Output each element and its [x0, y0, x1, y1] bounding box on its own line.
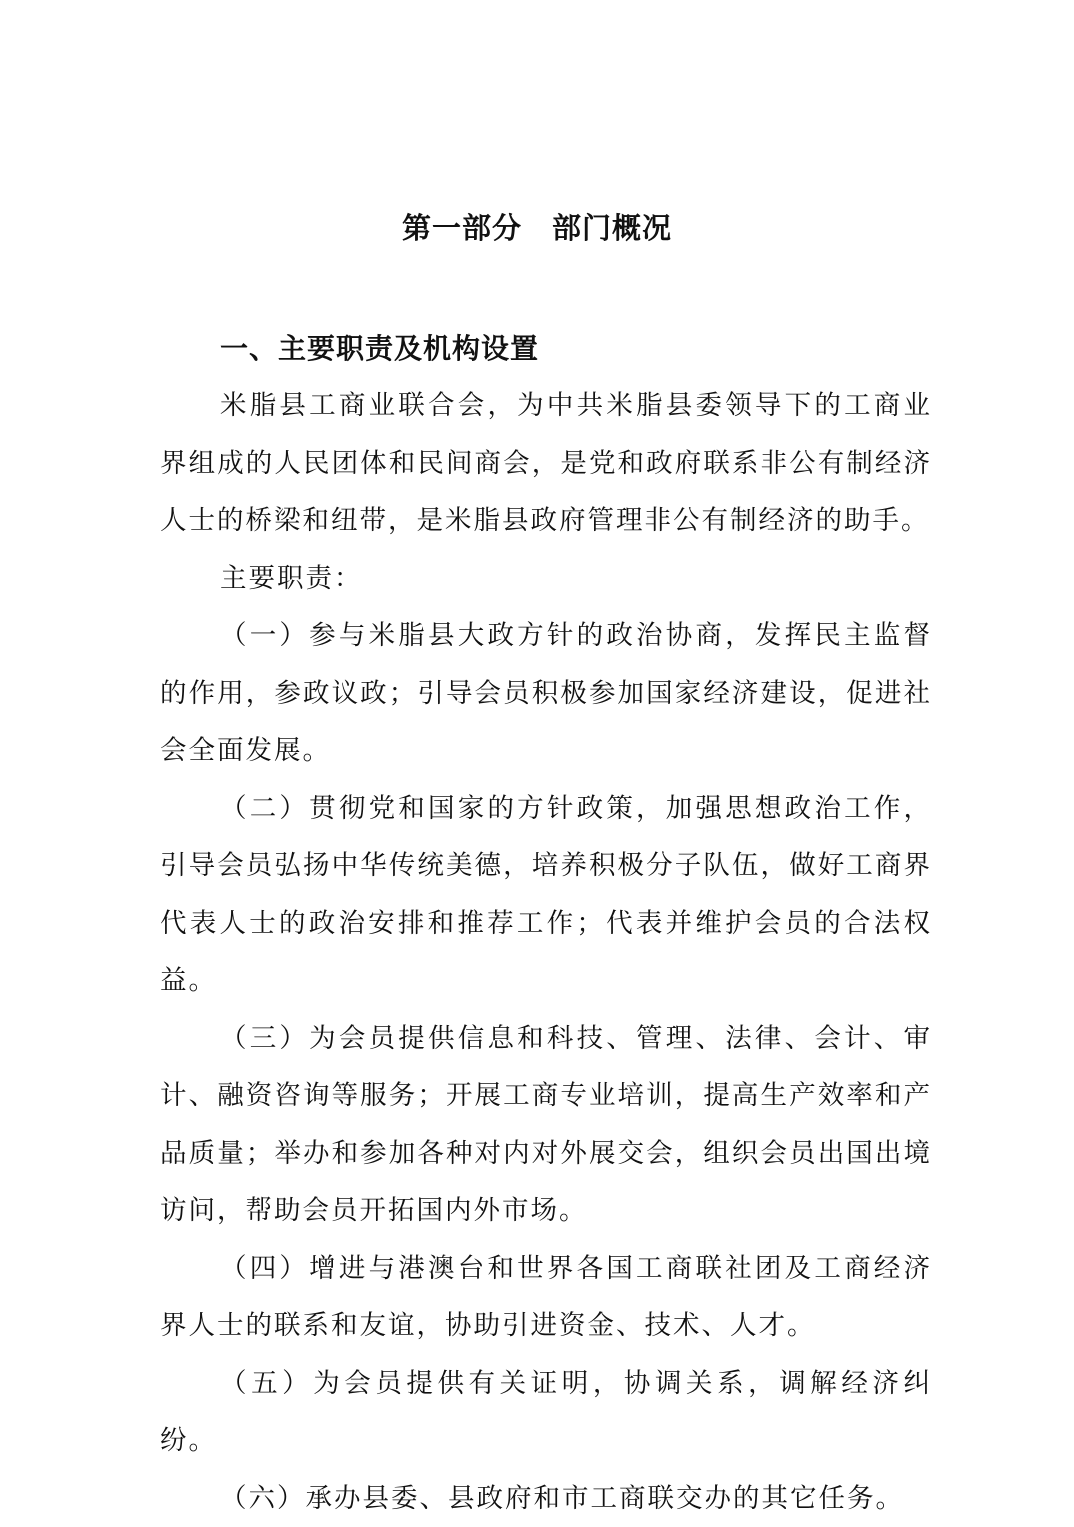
document-title: 第一部分 部门概况: [0, 206, 1074, 250]
paragraph-duties-label: 主要职责：: [160, 550, 932, 608]
paragraph-duty-5: （五）为会员提供有关证明，协调关系，调解经济纠纷。: [160, 1355, 932, 1470]
paragraph-duty-4: （四）增进与港澳台和世界各国工商联社团及工商经济界人士的联系和友谊，协助引进资金、技术、人才。: [160, 1240, 932, 1355]
paragraph-intro: 米脂县工商业联合会，为中共米脂县委领导下的工商业界组成的人民团体和民间商会，是党和政府联系非公有制经济人士的桥梁和纽带，是米脂县政府管理非公有制经济的助手。: [160, 377, 932, 550]
paragraph-duty-6: （六）承办县委、县政府和市工商联交办的其它任务。: [160, 1470, 932, 1527]
paragraph-duty-1: （一）参与米脂县大政方针的政治协商，发挥民主监督的作用，参政议政；引导会员积极参加国家经济建设，促进社会全面发展。: [160, 607, 932, 780]
paragraph-duty-2: （二）贯彻党和国家的方针政策，加强思想政治工作，引导会员弘扬中华传统美德，培养积极分子队伍，做好工商界代表人士的政治安排和推荐工作；代表并维护会员的合法权益。: [160, 780, 932, 1010]
paragraph-duty-3: （三）为会员提供信息和科技、管理、法律、会计、审计、融资咨询等服务；开展工商专业培训，提高生产效率和产品质量；举办和参加各种对内对外展交会，组织会员出国出境访问，帮助会员开拓国内外市场。: [160, 1010, 932, 1240]
document-body: [160, 321, 932, 1527]
section-heading: 一、主要职责及机构设置: [160, 321, 932, 377]
